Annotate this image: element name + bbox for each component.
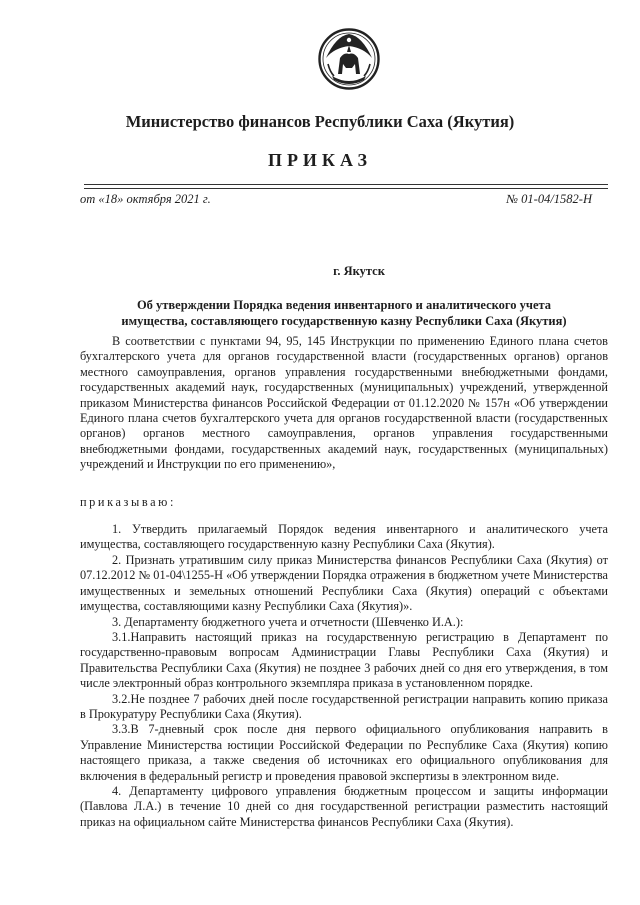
order-item-3-2: 3.2.Не позднее 7 рабочих дней после государственной регистрации направить копию приказа в Прокуратуру Республики Саха (Якутия). [80,691,608,721]
city-name: г. Якутск [333,264,385,278]
coat-of-arms-emblem [318,28,380,90]
order-item-3: 3. Департаменту бюджетного учета и отчетности (Шевченко И.А.): [112,614,464,629]
order-word: приказываю: [80,494,176,509]
preamble-paragraph: В соответствии с пунктами 94, 95, 145 Инструкции по применению Единого плана счетов бухгалтерского учета для органов государственной власти (государственных органов) органов местного самоуправления, органов управления государственными внебюджетными фондами, государственных академий наук, государственных (муниципальных) учреждений, утвержденной приказом Министерства финансов Российской Федерации от 01.12.2020 № 157н «Об утверждении Единого плана счетов бухгалтерского учета для органов государственной власти (государственных органов) органов местного самоуправления, органов управления государственными внебюджетными фондами, государственных академий наук, государственных (муниципальных) учреждений и Инструкции по его применению», [80,334,608,472]
header-divider-thin [84,188,608,189]
order-item-3-1: 3.1.Направить настоящий приказ на государственную регистрацию в Департамент по государственно-правовым вопросам Администрации Главы Республики Саха (Якутия) и Правительства Республики Саха (Якутия) не позднее 3 рабочих дней со дня его утверждения, в том числе электронный образ контрольного экземпляра приказа в установленном порядке. [80,629,608,691]
header-divider [84,184,608,185]
order-item-1: 1. Утвердить прилагаемый Порядок ведения инвентарного и аналитического учета имущества, составляющего государственную казну Республики Саха (Якутия). [80,522,608,552]
document-type-heading: ПРИКАЗ [267,150,373,170]
order-subject [80,297,608,329]
ministry-title: Министерство финансов Республики Саха (Якутия) [125,112,515,131]
order-number: № 01-04/1582-Н [506,192,592,206]
subject-line-2: имущества, составляющего государственную казну Республики Саха (Якутия) [121,314,567,328]
order-item-4: 4. Департаменту цифрового управления бюджетным процессом и защиты информации (Павлова Л.А.) в течение 10 дней со дня государственной регистрации разместить настоящий приказ на официальном сайте Министерства финансов Республики Саха (Якутия). [80,783,608,829]
order-date: от «18» октября 2021 г. [80,192,211,206]
subject-line-1: Об утверждении Порядка ведения инвентарного и аналитического учета [136,298,552,312]
order-body [80,334,608,830]
order-item-2: 2. Признать утратившим силу приказ Министерства финансов Республики Саха (Якутия) от 07.12.2012 № 01-04\1255-Н «Об утверждении Порядка отражения в бюджетном учете Министерства имущественных и земельных отношений Республики Саха (Якутия) операций с объектами имущества, составляющими казну Республики Саха (Якутия)». [80,552,608,614]
order-item-3-3: 3.3.В 7-дневный срок после дня первого официального опубликования направить в Управление Министерства юстиции Российской Федерации по Республике Саха (Якутия) копию настоящего приказа, а также сведения об источниках его официального опубликования для включения в федеральный регистр и проведения правовой экспертизы в электронном виде. [80,722,608,783]
